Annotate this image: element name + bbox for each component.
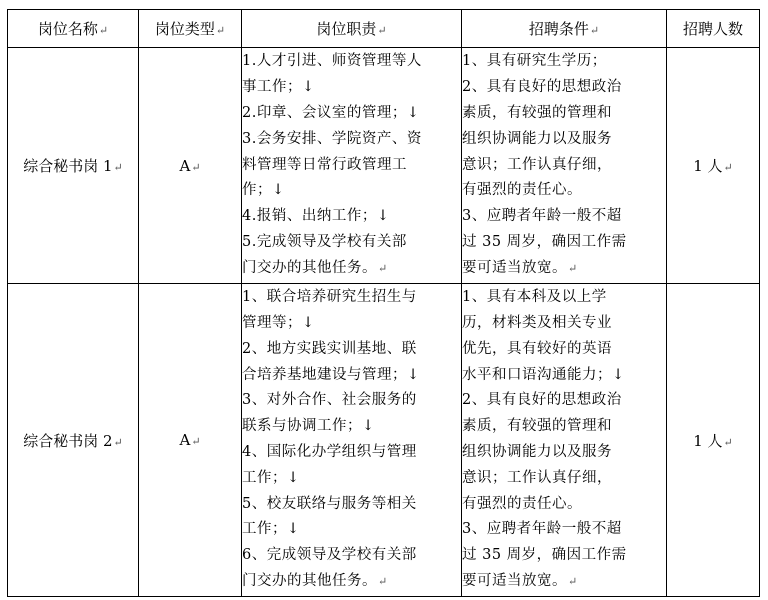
duty-line: 5.完成领导及学校有关部: [242, 233, 407, 250]
requirement-line: 有强烈的责任心。: [462, 495, 582, 512]
requirement-line: 过 35 周岁，确因工作需: [462, 547, 627, 564]
duty-line: 合培养基地建设与管理；↓: [242, 366, 420, 383]
position-type-cell: A↵: [139, 48, 242, 284]
position-name-cell: 综合秘书岗 1↵: [8, 48, 139, 284]
requirement-line: 1、具有本科及以上学: [462, 289, 607, 306]
requirement-line: 意识；工作认真仔细，: [462, 156, 612, 173]
duty-line: 门交办的其他任务。↵: [242, 572, 388, 589]
requirement-line: 组织协调能力以及服务: [462, 444, 612, 460]
duty-line: 工作；↓: [242, 521, 300, 538]
requirements-cell: [462, 284, 667, 597]
duty-line: 1、联合培养研究生招生与: [242, 289, 417, 306]
requirement-line: 要可适当放宽。↵: [462, 259, 578, 276]
requirement-line: 2、具有良好的思想政治: [462, 79, 622, 96]
duty-line: 作；↓: [242, 182, 285, 199]
recruitment-table: [7, 9, 760, 597]
hire-count-cell: 1 人↵: [667, 48, 760, 284]
duty-line: 4.报销、出纳工作；↓: [242, 208, 390, 225]
hire-count-cell: 1 人↵: [667, 284, 760, 597]
requirement-line: 组织协调能力以及服务: [462, 130, 612, 147]
header-cell-requirements: 招聘条件↵: [462, 10, 667, 48]
duty-line: 5、校友联络与服务等相关: [242, 495, 417, 512]
requirement-line: 素质，有较强的管理和: [462, 418, 612, 435]
requirement-line: 要可适当放宽。↵: [462, 572, 578, 589]
requirement-line: 有强烈的责任心。: [462, 182, 582, 199]
requirement-line: 1、具有研究生学历；: [462, 53, 607, 70]
requirement-line: 历，材料类及相关专业: [462, 315, 612, 332]
table-row: [8, 284, 760, 597]
duty-line: 2.印章、会议室的管理；↓: [242, 105, 420, 121]
duty-line: 1.人才引进、师资管理等人: [242, 53, 422, 70]
requirement-line: 2、具有良好的思想政治: [462, 392, 622, 409]
duties-cell: [242, 48, 462, 284]
duty-line: 事工作；↓: [242, 79, 315, 96]
duty-line: 3.会务安排、学院资产、资: [242, 130, 422, 147]
requirement-line: 素质，有较强的管理和: [462, 105, 612, 121]
duty-line: 4、国际化办学组织与管理: [242, 444, 417, 460]
requirement-line: 水平和口语沟通能力；↓: [462, 366, 625, 383]
duty-line: 6、完成领导及学校有关部: [242, 547, 417, 564]
duties-cell: [242, 284, 462, 597]
duty-line: 工作；↓: [242, 469, 300, 486]
duty-line: 料管理等日常行政管理工: [242, 156, 407, 173]
header-row: [8, 10, 760, 48]
position-name-cell: 综合秘书岗 2↵: [8, 284, 139, 597]
requirements-cell: [462, 48, 667, 284]
header-cell-type: 岗位类型↵: [139, 10, 242, 48]
duty-line: 管理等；↓: [242, 315, 315, 332]
requirement-line: 意识；工作认真仔细，: [462, 469, 612, 486]
header-cell-count: 招聘人数: [667, 10, 760, 48]
duty-line: 联系与协调工作；↓: [242, 418, 375, 435]
position-type-cell: A↵: [139, 284, 242, 597]
header-cell-name: 岗位名称↵: [8, 10, 139, 48]
requirement-line: 3、应聘者年龄一般不超: [462, 208, 622, 225]
requirement-line: 优先，具有较好的英语: [462, 340, 612, 357]
duty-line: 2、地方实践实训基地、联: [242, 340, 417, 357]
duty-line: 3、对外合作、社会服务的: [242, 392, 417, 409]
duty-line: 门交办的其他任务。↵: [242, 259, 388, 276]
table-row: [8, 48, 760, 284]
requirement-line: 3、应聘者年龄一般不超: [462, 521, 622, 538]
requirement-line: 过 35 周岁，确因工作需: [462, 233, 627, 250]
header-cell-duties: 岗位职责↵: [242, 10, 462, 48]
